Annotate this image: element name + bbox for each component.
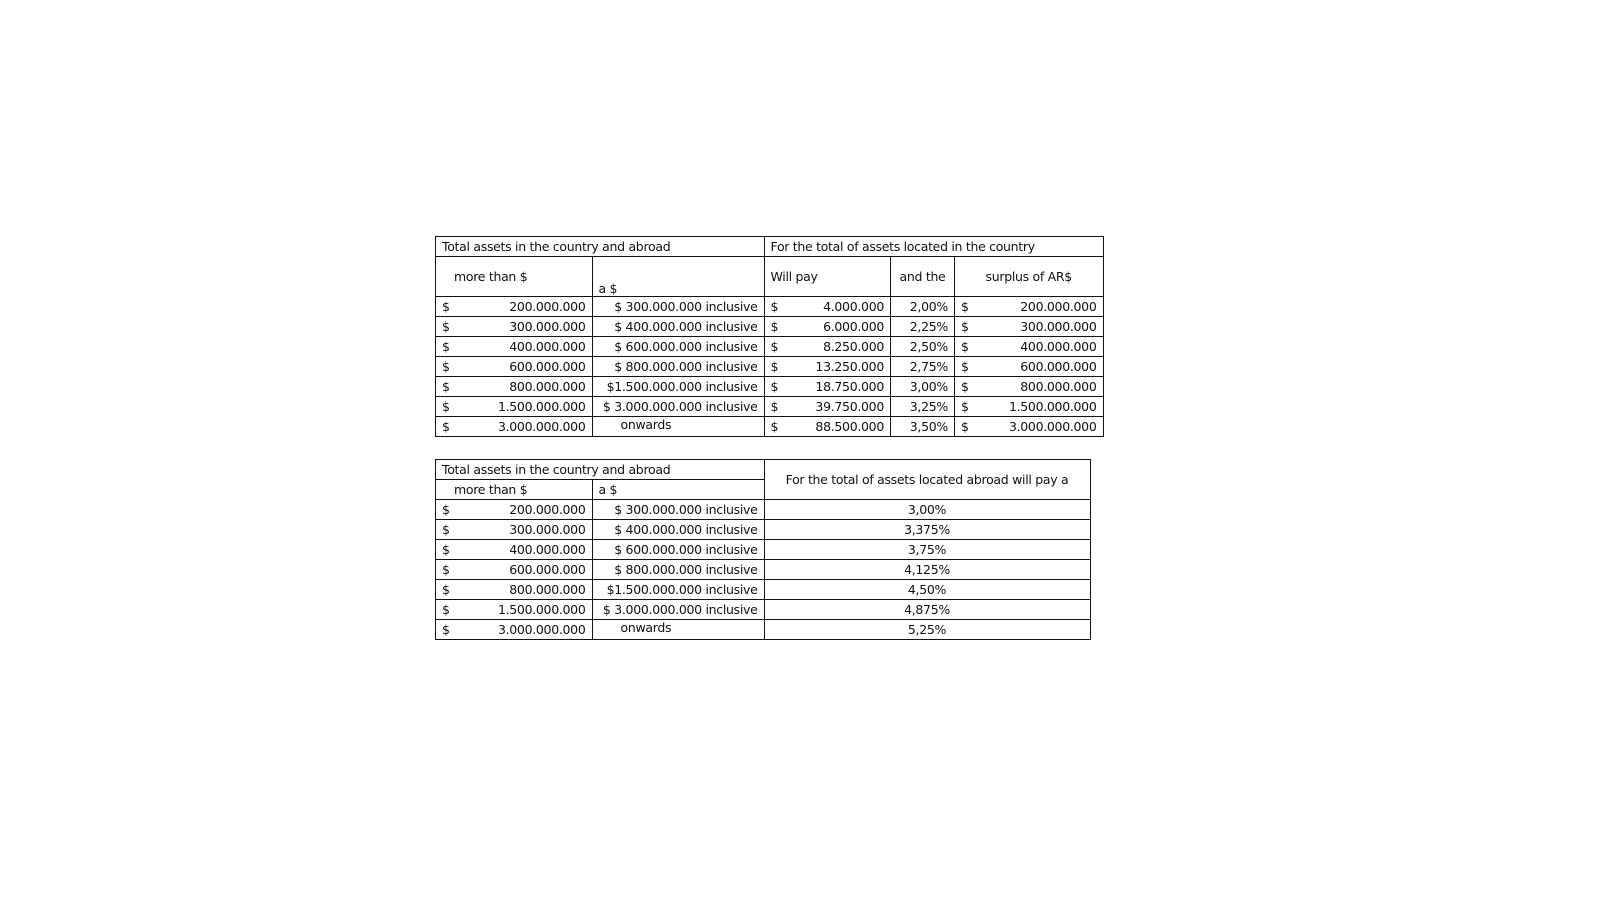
rate: 2,25% xyxy=(891,317,955,337)
table-row xyxy=(436,500,1091,520)
rate: 3,00% xyxy=(891,377,955,397)
from-amount: 200.000.000 xyxy=(456,500,592,520)
currency-cell: $ xyxy=(436,560,457,580)
rate: 3,375% xyxy=(764,520,1090,540)
currency-cell: $ xyxy=(436,580,457,600)
from-amount: 400.000.000 xyxy=(456,337,592,357)
currency-cell: $ xyxy=(764,317,785,337)
rate: 2,00% xyxy=(891,297,955,317)
surplus-amount: 300.000.000 xyxy=(975,317,1103,337)
rate: 2,50% xyxy=(891,337,955,357)
rate: 3,25% xyxy=(891,397,955,417)
from-amount: 600.000.000 xyxy=(456,357,592,377)
table-row xyxy=(436,580,1091,600)
currency-cell: $ xyxy=(955,297,976,317)
to-amount: onwards xyxy=(592,620,764,640)
rate: 3,00% xyxy=(764,500,1090,520)
table-row xyxy=(436,600,1091,620)
fixed-pay: 6.000.000 xyxy=(785,317,891,337)
rate: 4,50% xyxy=(764,580,1090,600)
table-row xyxy=(436,540,1091,560)
to-amount: $ 400.000.000 inclusive xyxy=(592,520,764,540)
from-amount: 800.000.000 xyxy=(456,580,592,600)
table-row xyxy=(436,520,1091,540)
from-amount: 600.000.000 xyxy=(456,560,592,580)
currency-cell: $ xyxy=(764,417,785,437)
table-row xyxy=(436,377,1104,397)
currency-cell: $ xyxy=(955,317,976,337)
currency-cell: $ xyxy=(436,500,457,520)
currency-cell: $ xyxy=(764,297,785,317)
fixed-pay: 88.500.000 xyxy=(785,417,891,437)
header-to: a $ xyxy=(592,480,764,500)
to-amount: $ 600.000.000 inclusive xyxy=(592,540,764,560)
surplus-amount: 800.000.000 xyxy=(975,377,1103,397)
from-amount: 3.000.000.000 xyxy=(456,620,592,640)
currency-cell: $ xyxy=(764,357,785,377)
currency-cell: $ xyxy=(955,397,976,417)
to-amount: $ 3.000.000.000 inclusive xyxy=(592,600,764,620)
title-left: Total assets in the country and abroad xyxy=(436,460,765,480)
table-row xyxy=(436,317,1104,337)
from-amount: 300.000.000 xyxy=(456,520,592,540)
title-row xyxy=(436,460,1091,480)
table-row xyxy=(436,357,1104,377)
header-more-than: more than $ xyxy=(436,257,593,297)
currency-cell: $ xyxy=(955,337,976,357)
rate: 3,50% xyxy=(891,417,955,437)
header-and-the: and the xyxy=(891,257,955,297)
currency-cell: $ xyxy=(436,600,457,620)
currency-cell: $ xyxy=(436,540,457,560)
rate: 4,875% xyxy=(764,600,1090,620)
from-amount: 3.000.000.000 xyxy=(456,417,592,437)
currency-cell: $ xyxy=(764,397,785,417)
to-amount: $ 800.000.000 inclusive xyxy=(592,357,764,377)
from-amount: 800.000.000 xyxy=(456,377,592,397)
to-amount: $1.500.000.000 inclusive xyxy=(592,377,764,397)
fixed-pay: 13.250.000 xyxy=(785,357,891,377)
rate: 2,75% xyxy=(891,357,955,377)
table-row xyxy=(436,337,1104,357)
title-row xyxy=(436,237,1104,257)
from-amount: 1.500.000.000 xyxy=(456,397,592,417)
to-amount: $ 300.000.000 inclusive xyxy=(592,297,764,317)
title-left: Total assets in the country and abroad xyxy=(436,237,765,257)
surplus-amount: 200.000.000 xyxy=(975,297,1103,317)
header-row xyxy=(436,257,1104,297)
header-to: a $ xyxy=(592,257,764,297)
to-amount: onwards xyxy=(592,417,764,437)
currency-cell: $ xyxy=(955,417,976,437)
fixed-pay: 39.750.000 xyxy=(785,397,891,417)
currency-cell: $ xyxy=(955,377,976,397)
currency-cell: $ xyxy=(436,397,457,417)
from-amount: 200.000.000 xyxy=(456,297,592,317)
surplus-amount: 400.000.000 xyxy=(975,337,1103,357)
title-right: For the total of assets located in the country xyxy=(764,237,1103,257)
table-row xyxy=(436,620,1091,640)
surplus-amount: 600.000.000 xyxy=(975,357,1103,377)
currency-cell: $ xyxy=(436,620,457,640)
currency-cell: $ xyxy=(436,357,457,377)
rate: 3,75% xyxy=(764,540,1090,560)
table-row xyxy=(436,297,1104,317)
currency-cell: $ xyxy=(436,417,457,437)
to-amount: $ 800.000.000 inclusive xyxy=(592,560,764,580)
to-amount: $ 400.000.000 inclusive xyxy=(592,317,764,337)
from-amount: 400.000.000 xyxy=(456,540,592,560)
domestic-assets-rate-table xyxy=(435,236,1104,437)
currency-cell: $ xyxy=(436,377,457,397)
table-row xyxy=(436,560,1091,580)
from-amount: 300.000.000 xyxy=(456,317,592,337)
rate: 4,125% xyxy=(764,560,1090,580)
to-amount: $1.500.000.000 inclusive xyxy=(592,580,764,600)
currency-cell: $ xyxy=(764,337,785,357)
fixed-pay: 18.750.000 xyxy=(785,377,891,397)
header-surplus: surplus of AR$ xyxy=(955,257,1104,297)
title-right: For the total of assets located abroad will pay a xyxy=(764,460,1090,500)
currency-cell: $ xyxy=(436,520,457,540)
surplus-amount: 1.500.000.000 xyxy=(975,397,1103,417)
table-row xyxy=(436,397,1104,417)
to-amount: $ 600.000.000 inclusive xyxy=(592,337,764,357)
to-amount: $ 3.000.000.000 inclusive xyxy=(592,397,764,417)
abroad-assets-rate-table xyxy=(435,459,1091,640)
rate: 5,25% xyxy=(764,620,1090,640)
currency-cell: $ xyxy=(955,357,976,377)
to-amount: $ 300.000.000 inclusive xyxy=(592,500,764,520)
surplus-amount: 3.000.000.000 xyxy=(975,417,1103,437)
table-row xyxy=(436,417,1104,437)
from-amount: 1.500.000.000 xyxy=(456,600,592,620)
fixed-pay: 8.250.000 xyxy=(785,337,891,357)
header-will-pay: Will pay xyxy=(764,257,891,297)
fixed-pay: 4.000.000 xyxy=(785,297,891,317)
currency-cell: $ xyxy=(764,377,785,397)
currency-cell: $ xyxy=(436,317,457,337)
currency-cell: $ xyxy=(436,297,457,317)
currency-cell: $ xyxy=(436,337,457,357)
header-more-than: more than $ xyxy=(436,480,593,500)
